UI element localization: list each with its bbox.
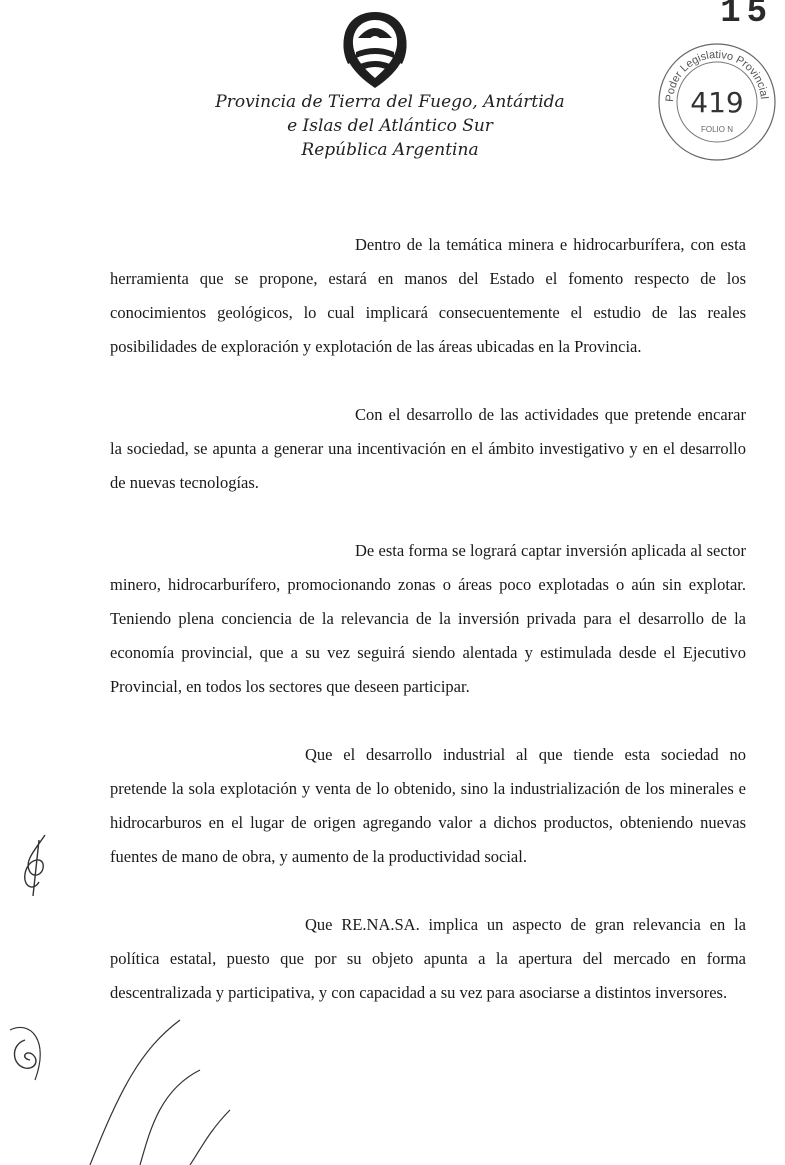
letterhead-islands-line: e Islas del Atlántico Sur [287,116,493,136]
provincial-emblem-icon [338,8,412,92]
page-number: 15 [720,0,773,32]
folio-number: 419 [690,86,744,119]
letterhead [180,90,600,162]
paragraph: De esta forma se logrará captar inversión aplicada al sector minero, hidrocarburífero, promocionando zonas o áreas poco explotadas o aún sin explotar. Teniendo plena conciencia de la relevancia de la inversión privada para el desarrollo de la economía provincial, que a su vez seguirá siendo alentada y estimulada desde el Ejecutivo Provincial, en todos los sectores que deseen participar. [110,541,746,696]
stamp-arc-text: Poder Legislativo Provincial [663,48,770,103]
folio-stamp [655,40,780,165]
handwritten-signature [0,1010,290,1165]
handwritten-initials [15,830,60,900]
folio-label: FOLIO N [700,125,734,134]
letterhead-province-line: Provincia de Tierra del Fuego, Antártida [215,92,565,112]
document-body [110,228,746,1044]
paragraph: Que RE.NA.SA. implica un aspecto de gran relevancia en la política estatal, puesto que por su objeto apunta a la apertura del mercado en forma descentralizada y participativa, y con capacidad a su vez para asociarse a distintos inversores. [110,915,746,1002]
paragraph: Dentro de la temática minera e hidrocarburífera, con esta herramienta que se propone, estará en manos del Estado el fomento respecto de los conocimientos geológicos, lo cual implicará consecuentemente el estudio de las reales posibilidades de exploración y explotación de las áreas ubicadas en la Provincia. [110,235,746,356]
letterhead-country-line: República Argentina [301,140,479,160]
paragraph: Que el desarrollo industrial al que tiende esta sociedad no pretende la sola explotación y venta de lo obtenido, sino la industrialización de los minerales e hidrocarburos en el lugar de origen agregando valor a dichos productos, obteniendo nuevas fuentes de mano de obra, y aumento de la productividad social. [110,745,746,866]
paragraph: Con el desarrollo de las actividades que pretende encarar la sociedad, se apunta a generar una incentivación en el ámbito investigativo y en el desarrollo de nuevas tecnologías. [110,405,746,492]
